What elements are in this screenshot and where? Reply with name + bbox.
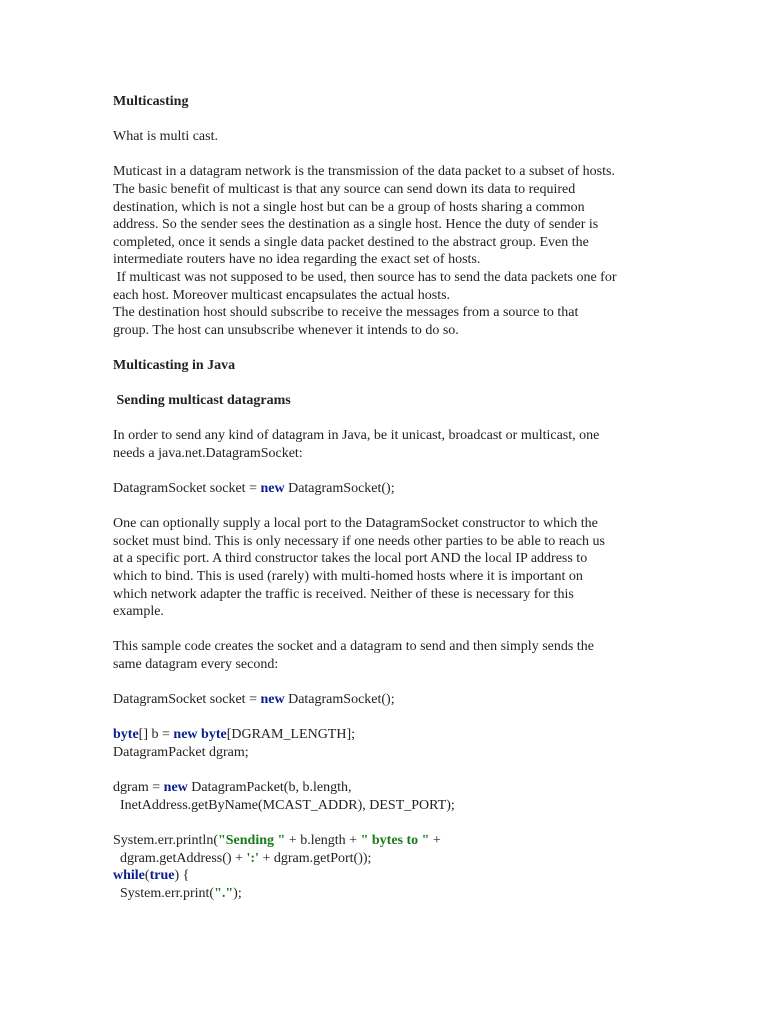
code-keyword: new	[260, 481, 285, 497]
code-text: + dgram.getPort());	[258, 850, 372, 866]
port-line: example.	[113, 604, 164, 620]
code-string: ':'	[246, 850, 259, 866]
code-text: DatagramSocket socket =	[113, 481, 261, 497]
port-paragraph	[113, 515, 673, 621]
code-text: [] b =	[138, 727, 174, 743]
code-keyword: while	[113, 868, 145, 884]
code-line	[113, 744, 673, 762]
intro-line: The basic benefit of multicast is that any source can send down its data to required	[113, 181, 576, 197]
intro-line: If multicast was not supposed to be used, then source has to send the data packets one for	[113, 269, 617, 285]
intro-paragraph	[113, 163, 673, 339]
code-text: );	[233, 885, 242, 901]
code-line	[113, 832, 673, 850]
code-text: + b.length +	[285, 832, 361, 848]
send-intro-line: needs a java.net.DatagramSocket:	[113, 445, 303, 461]
code-text: InetAddress.getByName(MCAST_ADDR), DEST_PORT);	[113, 797, 455, 813]
port-line: at a specific port. A third constructor takes the local port AND the local IP address to	[113, 551, 588, 567]
code-text: dgram =	[113, 780, 164, 796]
sample-line: same datagram every second:	[113, 657, 279, 672]
title-multicasting: Multicasting	[113, 94, 189, 109]
code-line	[113, 867, 673, 885]
intro-line: each host. Moreover multicast encapsulates the actual hosts.	[113, 287, 451, 303]
code-text: +	[429, 832, 441, 848]
code-keyword: byte	[113, 727, 139, 743]
code-text: ) {	[174, 868, 190, 884]
intro-line: address. So the sender sees the destination as a single host. Hence the duty of sender is	[113, 217, 599, 233]
code-string: "Sending "	[218, 832, 286, 848]
code-text: (	[144, 868, 150, 884]
port-line: which network adapter the traffic is received. Neither of these is necessary for this	[113, 586, 574, 602]
what-is-line: What is multi cast.	[113, 129, 218, 145]
code-line	[113, 726, 673, 744]
code-text: dgram.getAddress() +	[113, 850, 247, 866]
document-page	[113, 93, 673, 902]
code-line	[113, 779, 673, 797]
heading-sending-multicast-datagrams: Sending multicast datagrams	[113, 393, 291, 409]
port-line: One can optionally supply a local port to the DatagramSocket constructor to which the	[113, 516, 598, 532]
code-line	[113, 797, 673, 815]
code-text: System.err.println(	[113, 832, 218, 848]
intro-line: destination, which is not a single host but can be a group of hosts sharing a common	[113, 199, 585, 215]
intro-line: Muticast in a datagram network is the transmission of the data packet to a subset of hosts.	[113, 164, 615, 180]
sample-line: This sample code creates the socket and a datagram to send and then simply sends the	[113, 639, 594, 655]
code-text: System.err.print(	[113, 885, 215, 901]
code-keyword: new	[260, 692, 285, 708]
code-text: DatagramPacket dgram;	[113, 744, 249, 760]
code-keyword: new	[173, 727, 198, 743]
code-text: DatagramSocket socket =	[113, 692, 261, 708]
code-line	[113, 850, 673, 868]
code-string: " bytes to "	[360, 832, 430, 848]
send-intro-line: In order to send any kind of datagram in Java, be it unicast, broadcast or multicast, one	[113, 428, 600, 444]
code-text: DatagramPacket(b, b.length,	[187, 780, 352, 796]
heading-multicasting-in-java: Multicasting in Java	[113, 357, 236, 373]
code-snippet-socket	[113, 480, 673, 498]
intro-line: completed, once it sends a single data packet destined to the abstract group. Even the	[113, 234, 589, 250]
code-keyword: byte	[197, 727, 227, 743]
code-text: [DGRAM_LENGTH];	[226, 727, 356, 743]
code-text: DatagramSocket();	[284, 481, 395, 497]
code-text: DatagramSocket();	[284, 692, 395, 708]
intro-line: The destination host should subscribe to receive the messages from a source to that	[113, 305, 579, 321]
port-line: socket must bind. This is only necessary if one needs other parties to be able to reach us	[113, 533, 605, 549]
intro-line: group. The host can unsubscribe whenever it intends to do so.	[113, 322, 459, 338]
code-keyword: new	[163, 780, 188, 796]
sample-paragraph	[113, 638, 673, 673]
code-snippet-send	[113, 691, 673, 902]
send-intro-paragraph	[113, 427, 673, 462]
code-line	[113, 691, 673, 709]
code-keyword: true	[149, 868, 175, 884]
intro-line: intermediate routers have no idea regarding the exact set of hosts.	[113, 252, 481, 268]
code-string: "."	[214, 885, 234, 901]
port-line: which to bind. This is used (rarely) with multi-homed hosts where it is important on	[113, 569, 583, 585]
code-line	[113, 885, 673, 903]
